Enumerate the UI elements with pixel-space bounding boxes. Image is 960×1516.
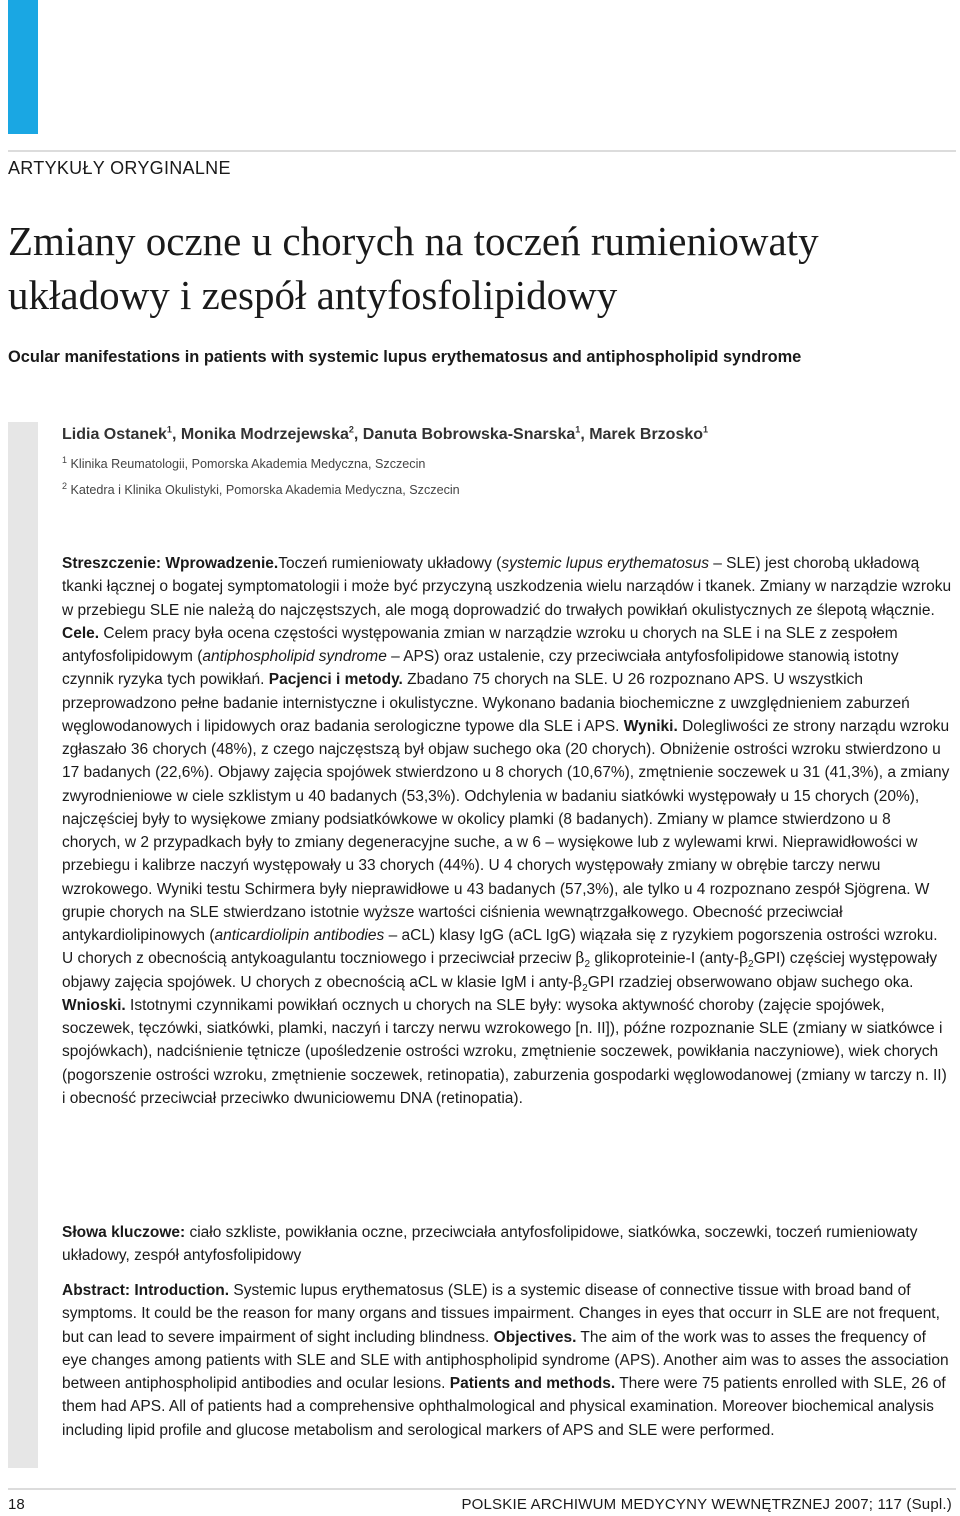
keywords: [62, 1221, 952, 1268]
intro-label: Introduction.: [134, 1282, 230, 1299]
affiliation-2: [62, 481, 460, 499]
author-affiliation-mark: 1: [166, 424, 172, 435]
results-text: Dolegliwości ze strony narządu wzroku zgłaszało 36 chorych (48%), z czego najczęstszą był objaw suchego oka (20 chorych). Obniżenie ostrości wzroku stwierdzono u 17 badanych (22,6%). Objawy zajęcia spojówek stwierdzono u 8 chorych (10,67%), zmętnienie soczewek u 31 (41,3%), a zmiany zwyrodnieniowe w ciele szklistym u 40 badanych (53,3%). Odchylenia w badaniu siatkówki występowały u 15 chorych (20%), najczęściej były to wysiękowe zmiany podsiatkówkowe w okolicy plamki (8 badanych). Zmiany w plamce stwierdzono u 8 chorych, w 2 przypadkach były to zmiany degeneracyjne suche, a w 6 – wysiękowe lub z wylewami krwi. Nieprawidłowości w przebiegu i kalibrze naczyń występowały u 33 chorych (44%). U 4 chorych występowały zmiany w obrębie tarczy nerwu wzrokowego. Wyniki testu Schirmera były nieprawidłowe u 43 badanych (57,3%), ale tylko u 4 rozpoznano zespół Sjögrena. W grupie chorych na SLE stwierdzano istotnie wyższe wartości ciśnienia wewnątrzgałkowego. Obecność przeciwciał antykardiolipinowych (: [62, 717, 950, 944]
author: Lidia Ostanek: [62, 426, 167, 443]
conclusions-text: Istotnymi czynnikami powikłań ocznych u chorych na SLE były: wysoka aktywność choroby (zajęcie spojówek, soczewek, tęczówki, siatkówki, plamki, naczyń i tarczy nerwu wzrokowego [n. II]), późne rozpoznanie SLE (zmiany w siatkówce i spojówkach), nadciśnienie tętnicze (upośledzenie ostrości wzroku, zmętnienie soczewek, powikłania naczyniowe), wiek chorych (pogorszenie ostrości wzroku, zmętnienie soczewek, retinopatia), zaburzenia gospodarki węglowodanowej (zmiany w tarczy n. II) i obecność przeciwciał przeciwko dwuniciowemu DNA (retinopatia).: [62, 996, 947, 1107]
aim-term: antiphospholipid syndrome: [202, 648, 387, 665]
abstract-english: [62, 1279, 952, 1442]
author: Monika Modrzejewska: [180, 426, 349, 443]
methods-label: Patients and methods.: [449, 1375, 616, 1392]
side-decoration-bar: [8, 422, 38, 1468]
section-label: ARTYKUŁY ORYGINALNE: [8, 158, 231, 178]
keywords-text: ciało szkliste, powikłania oczne, przeciwciała antyfosfolipidowe, siatkówka, soczewki, toczeń rumieniowaty układowy, zespół antyfosfolipidowy: [62, 1224, 918, 1265]
results-label: Wyniki.: [623, 717, 678, 735]
subscript: 2: [748, 959, 754, 971]
objectives-text: The aim of the work was to asses the frequency of eye changes among patients with SLE and SLE with antiphospholipid syndrome (APS). Another aim was to asses the association between antiphospholipid antibodies and ocular lesions.: [62, 1328, 949, 1392]
abstract-label: Streszczenie:: [62, 555, 162, 572]
author-affiliation-mark: 1: [703, 424, 709, 435]
methods-label: Pacjenci i metody.: [268, 671, 403, 689]
page-number: 18: [8, 1496, 25, 1513]
conclusions-label: Wnioski.: [62, 996, 126, 1014]
subscript: 2: [584, 959, 591, 971]
aim-label: Cele.: [62, 624, 100, 642]
intro-term: systemic lupus erythematosus: [501, 555, 709, 572]
objectives-label: Objectives.: [493, 1328, 577, 1346]
beta-symbol: β: [573, 972, 583, 991]
author-list: Lidia Ostanek$^1$, Monika Modrzejewska$^2$, Danuta Bobrowska-Snarska$^1$, Marek Brzosko$^1$: [62, 424, 709, 443]
intro-text: Toczeń rumieniowaty układowy (: [278, 555, 502, 572]
abstract-label: Abstract:: [62, 1282, 131, 1299]
aim-text: Celem pracy była ocena częstości występowania zmian w narządzie wzroku u chorych na SLE i na SLE z zespołem antyfosfolipidowym (: [62, 624, 898, 665]
accent-bar: [8, 0, 38, 134]
aim-text-cont: – APS) oraz ustalenie, czy przeciwciała antyfosfolipidowe stanowią istotny czynnik ryzyka tych powikłań.: [62, 648, 899, 689]
results-text-cont: GPI rzadziej obserwowano objaw suchego oka.: [587, 973, 914, 991]
affiliation-text: Katedra i Klinika Okulistyki, Pomorska Akademia Medyczna, Szczecin: [70, 483, 460, 497]
author-affiliation-mark: 1: [575, 424, 581, 435]
intro-label: Wprowadzenie.: [165, 555, 279, 572]
affiliation-1: [62, 455, 425, 473]
intro-text: Systemic lupus erythematosus (SLE) is a systemic disease of connective tissue with broad band of symptoms. It could be the reason for many organs and tissues impairment. Changes in eyes that occurr in SLE are not frequent, but can lead to severe impairment of sight including blindness.: [62, 1282, 940, 1346]
keywords-label: Słowa kluczowe:: [62, 1224, 186, 1241]
affiliation-number: 1: [62, 454, 68, 465]
abstract-polish: [62, 552, 952, 1110]
author: Danuta Bobrowska-Snarska: [362, 426, 576, 443]
header-divider: [8, 150, 956, 152]
title-line-1: Zmiany oczne u chorych na toczeń rumieniowaty: [8, 218, 819, 264]
title-line-2: układowy i zespół antyfosfolipidowy: [8, 272, 618, 318]
results-term: anticardiolipin antibodies: [214, 927, 385, 944]
affiliation-number: 2: [62, 480, 68, 491]
beta-symbol: β: [575, 949, 585, 968]
methods-text: Zbadano 75 chorych na SLE. U 26 rozpoznano APS. U wszystkich przeprowadzono pełne badanie internistyczne i okulistyczne. Wykonano badania biochemiczne z uwzględnieniem zaburzeń węglowodanowych i lipidowych oraz badania serologiczne typowe dla SLE i APS.: [62, 671, 910, 735]
author-affiliation-mark: 2: [348, 424, 354, 435]
subscript: 2: [582, 982, 588, 994]
results-text-cont: – aCL) klasy IgG (aCL IgG) wiązała się z ryzykiem pogorszenia ostrości wzroku. U chorych z obecnością antykoagulantu toczniowego i przeciwciał przeciw: [62, 927, 938, 968]
author: Marek Brzosko: [589, 426, 704, 443]
english-title: Ocular manifestations in patients with systemic lupus erythematosus and antiphospholipid syndrome: [8, 348, 802, 366]
beta-symbol: β: [739, 949, 749, 968]
journal-citation: POLSKIE ARCHIWUM MEDYCYNY WEWNĘTRZNEJ 2007; 117 (Supl.): [461, 1496, 952, 1513]
results-text-cont: GPI) częściej występowały objawy zajęcia spojówek. U chorych z obecnością aCL w klasie IgM i anty-: [62, 950, 938, 991]
footer-divider: [8, 1488, 956, 1490]
intro-text-cont: – SLE) jest chorobą układową tkanki łącznej o bogatej symptomatologii i może być przyczyną uszkodzenia wielu narządów i tkanek. Zmiany w narządzie wzroku w przebiegu SLE nie należą do najczęstszych, ale mogą doprowadzić do trwałych powikłań okulistycznych ze ślepotą włącznie.: [62, 555, 952, 619]
results-text-cont: glikoproteinie-I (anty-: [590, 950, 740, 968]
methods-text: There were 75 patients enrolled with SLE, 26 of them had APS. All of patients had a comprehensive ophthalmological and physical examination. Moreover biochemical analysis including lipid profile and glucose metabolism and serological markers of APS and SLE were performed.: [62, 1375, 946, 1439]
affiliation-text: Klinika Reumatologii, Pomorska Akademia Medyczna, Szczecin: [70, 457, 426, 471]
article-title: [8, 214, 948, 322]
